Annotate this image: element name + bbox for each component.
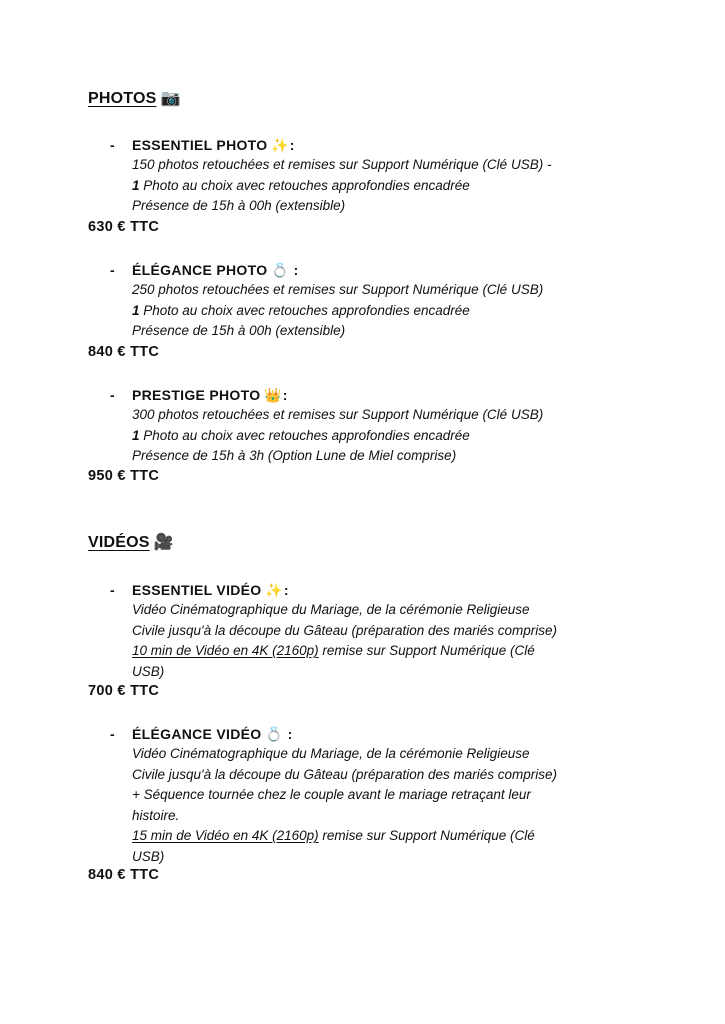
ring-icon: 💍 (265, 726, 283, 742)
package-essentiel-photo (110, 135, 650, 217)
bullet-dash: - (110, 726, 115, 742)
package-elegance-video (110, 724, 650, 867)
sparkles-icon: ✨ (271, 137, 289, 153)
description-line: Civile jusqu'à la découpe du Gâteau (préparation des mariés comprise) (132, 766, 558, 782)
video-duration: 10 min de Vidéo en 4K (2160p) (132, 643, 319, 658)
package-heading (110, 580, 650, 600)
package-description (132, 744, 650, 867)
colon: : (289, 262, 299, 278)
description-line: histoire. (132, 807, 180, 823)
description-line: Présence de 15h à 3h (Option Lune de Miel comprise) (132, 448, 457, 463)
bullet-dash: - (110, 262, 115, 278)
description-line: Vidéo Cinématographique du Mariage, de la cérémonie Religieuse (132, 602, 530, 617)
video-camera-icon: 🎥 (153, 534, 174, 551)
crown-icon: 👑 (264, 387, 282, 403)
description-line: Présence de 15h à 00h (extensible) (132, 198, 346, 213)
description-text: remise sur Support Numérique (Clé (318, 828, 535, 843)
description-line: + Séquence tournée chez le couple avant le mariage retraçant leur (132, 787, 531, 802)
description-line: Présence de 15h à 00h (extensible) (132, 323, 346, 338)
description-text: remise sur Support Numérique (Clé (318, 643, 535, 658)
package-description (132, 405, 650, 467)
package-heading (110, 260, 650, 280)
bullet-dash: - (110, 387, 115, 403)
description-line: 250 photos retouchées et remises sur Support Numérique (Clé USB) (132, 282, 544, 297)
description-line: 300 photos retouchées et remises sur Support Numérique (Clé USB) (132, 407, 544, 422)
package-description (132, 280, 650, 342)
videos-section-title (88, 532, 174, 552)
photo-count: 1 (132, 427, 140, 443)
colon: : (289, 137, 295, 153)
description-text: Photo au choix avec retouches approfondies encadrée (139, 302, 470, 318)
colon: : (283, 582, 289, 598)
sparkles-icon: ✨ (265, 582, 283, 598)
description-line: USB) (132, 663, 165, 679)
package-name: ESSENTIEL PHOTO (132, 137, 268, 153)
description-line: Civile jusqu'à la découpe du Gâteau (préparation des mariés comprise) (132, 622, 558, 638)
bullet-dash: - (110, 137, 115, 153)
bullet-dash: - (110, 582, 115, 598)
description-line (132, 176, 650, 197)
price-prestige-photo: 950 € TTC (88, 468, 160, 484)
package-essentiel-video (110, 580, 650, 682)
videos-title-text: VIDÉOS (88, 534, 150, 551)
package-description (132, 600, 650, 682)
description-line (132, 426, 650, 447)
description-line (132, 826, 650, 847)
description-text: Photo au choix avec retouches approfondies encadrée (139, 177, 470, 193)
package-heading (110, 385, 650, 405)
package-name: ÉLÉGANCE VIDÉO (132, 726, 262, 742)
photos-section-title (88, 88, 181, 108)
price-elegance-video: 840 € TTC (88, 867, 160, 883)
colon: : (283, 726, 293, 742)
description-line: Vidéo Cinématographique du Mariage, de la cérémonie Religieuse (132, 746, 530, 761)
photo-count: 1 (132, 177, 140, 193)
colon: : (282, 387, 288, 403)
package-name: PRESTIGE PHOTO (132, 387, 261, 403)
camera-icon: 📷 (160, 90, 181, 107)
ring-icon: 💍 (271, 262, 289, 278)
package-name: ESSENTIEL VIDÉO (132, 582, 262, 598)
package-name: ÉLÉGANCE PHOTO (132, 262, 268, 278)
description-line: USB) (132, 848, 165, 864)
description-line (132, 641, 650, 662)
price-essentiel-photo: 630 € TTC (88, 219, 160, 235)
package-prestige-photo (110, 385, 650, 467)
description-line: 150 photos retouchées et remises sur Support Numérique (Clé USB) - (132, 157, 552, 172)
package-elegance-photo (110, 260, 650, 342)
description-line (132, 301, 650, 322)
package-heading (110, 135, 650, 155)
photos-title-text: PHOTOS (88, 90, 157, 107)
price-essentiel-video: 700 € TTC (88, 683, 160, 699)
video-duration: 15 min de Vidéo en 4K (2160p) (132, 828, 319, 843)
package-description (132, 155, 650, 217)
photo-count: 1 (132, 302, 140, 318)
price-elegance-photo: 840 € TTC (88, 344, 160, 360)
package-heading (110, 724, 650, 744)
description-text: Photo au choix avec retouches approfondies encadrée (139, 427, 470, 443)
